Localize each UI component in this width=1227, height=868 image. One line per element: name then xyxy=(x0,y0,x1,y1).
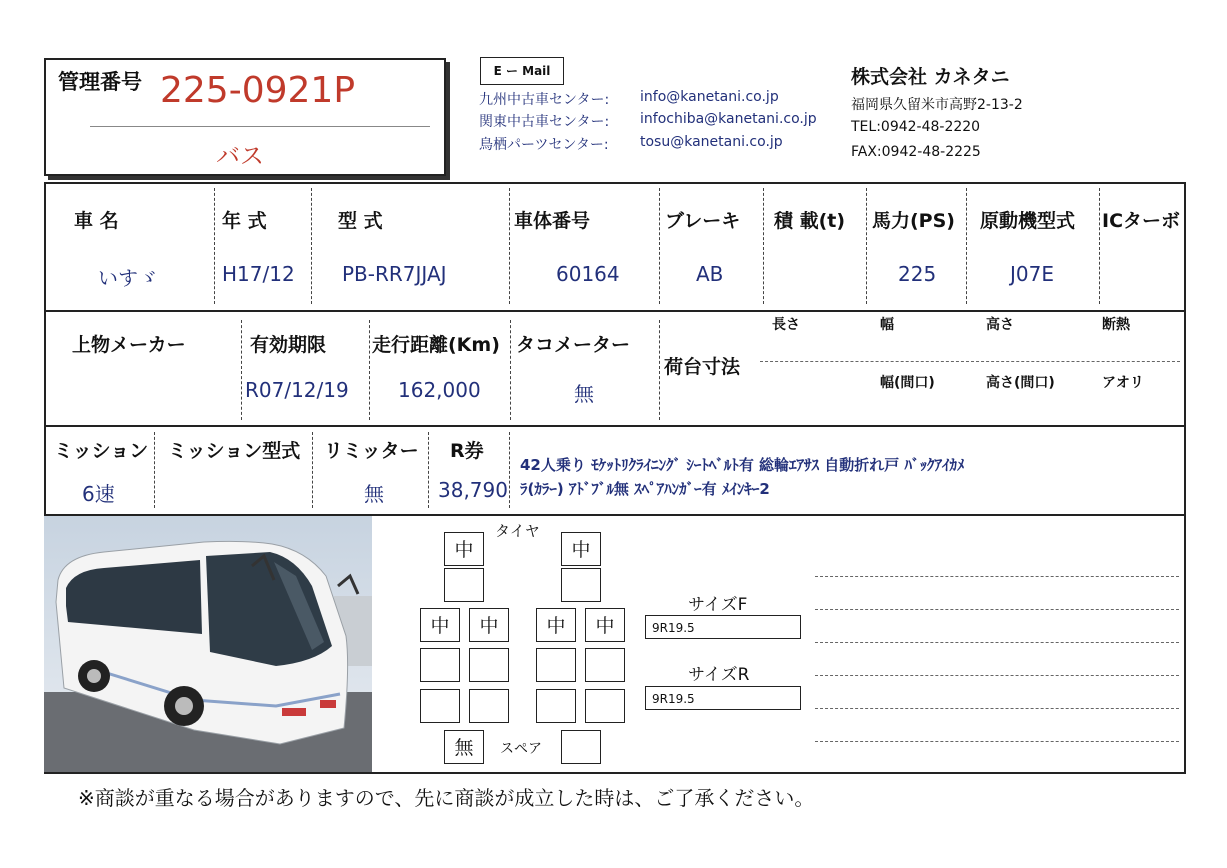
divider xyxy=(90,126,430,127)
bed-opening-width-label: 幅(間口) xyxy=(880,375,935,391)
tire-rear-1: 中 xyxy=(420,608,460,642)
bed-divider xyxy=(760,361,1180,362)
bed-width-label: 幅 xyxy=(880,317,894,333)
company-name: 株式会社 カネタニ xyxy=(851,66,1010,88)
contact-name: 関東中古車センター: xyxy=(479,114,610,130)
note-line xyxy=(815,642,1179,643)
tire-slot xyxy=(420,648,460,682)
header-tachometer: タコメーター xyxy=(516,334,631,356)
contact-email-link[interactable]: tosu@kanetani.co.jp xyxy=(640,134,783,150)
column-divider xyxy=(311,188,312,304)
notes-line-2: ﾗ(ｶﾗｰ) ｱﾄﾞﾌﾞﾙ無 ｽﾍﾟｱﾊﾝｶﾞｰ有 ﾒｲﾝｷｰ2 xyxy=(520,480,770,498)
column-divider xyxy=(510,320,511,420)
bed-length-label: 長さ xyxy=(772,317,800,333)
header-mileage: 走行距離(Km) xyxy=(372,334,500,356)
tire-front-right: 中 xyxy=(561,532,601,566)
bed-opening-height-label: 高さ(間口) xyxy=(986,375,1055,391)
tire-front-right-outer xyxy=(561,568,601,602)
company-tel: TEL:0942-48-2220 xyxy=(851,119,981,135)
contact-kyushu xyxy=(479,89,779,109)
spare-tire-label: スペア xyxy=(500,741,542,757)
contact-name: 鳥栖パーツセンター: xyxy=(479,137,609,153)
vehicle-type: バス xyxy=(216,142,264,170)
header-chassis: 車体番号 xyxy=(514,210,591,232)
size-front-label: サイズF xyxy=(688,595,748,615)
value-chassis: 60164 xyxy=(556,262,620,286)
tire-front-left-outer xyxy=(444,568,484,602)
tire-rear-4: 中 xyxy=(585,608,625,642)
note-line xyxy=(815,675,1179,676)
row-divider xyxy=(44,310,1186,312)
header-limiter: リミッター xyxy=(324,440,419,462)
tire-rear-2: 中 xyxy=(469,608,509,642)
value-recycle-ticket: 38,790 xyxy=(438,478,508,502)
company-address: 福岡県久留米市高野2-13-2 xyxy=(851,97,1023,113)
column-divider xyxy=(154,432,155,508)
bed-insulation-label: 断熱 xyxy=(1102,317,1130,333)
tire-section-title: タイヤ xyxy=(495,522,540,540)
column-divider xyxy=(509,188,510,304)
tire-slot xyxy=(420,689,460,723)
tire-rear-3: 中 xyxy=(536,608,576,642)
spare-tire-value: 無 xyxy=(444,730,484,764)
note-line xyxy=(815,708,1179,709)
tire-slot xyxy=(536,689,576,723)
column-divider xyxy=(659,188,660,304)
row-divider xyxy=(44,425,1186,427)
size-front-value: 9R19.5 xyxy=(645,615,801,639)
note-line xyxy=(815,576,1179,577)
management-number-label: 管理番号 xyxy=(58,70,142,94)
size-rear-label: サイズR xyxy=(688,665,750,685)
email-badge: E ー Mail xyxy=(480,57,564,85)
value-year: H17/12 xyxy=(222,262,295,286)
spare-tire-slot xyxy=(561,730,601,764)
tire-front-left: 中 xyxy=(444,532,484,566)
column-divider xyxy=(509,432,510,508)
value-limiter: 無 xyxy=(364,482,384,506)
header-brake: ブレーキ xyxy=(665,210,741,232)
tire-slot xyxy=(585,648,625,682)
column-divider xyxy=(763,188,764,304)
management-number: 225-0921P xyxy=(160,70,356,111)
value-mission: 6速 xyxy=(82,482,115,506)
notes-line-1: 42人乗り ﾓｹｯﾄﾘｸﾗｲﾆﾝｸﾞ ｼｰﾄﾍﾞﾙﾄ有 総輪ｴｱｻｽ 自動折れ戸 ﾊﾞｯｸｱｲｶﾒ xyxy=(520,456,965,474)
header-mission-type: ミッション型式 xyxy=(168,440,301,462)
bed-side-panel-label: アオリ xyxy=(1102,375,1144,391)
header-turbo: ICターボ xyxy=(1102,210,1181,232)
header-mission: ミッション xyxy=(54,440,149,462)
header-bed-dimensions: 荷台寸法 xyxy=(664,356,741,378)
contact-name: 九州中古車センター: xyxy=(479,92,610,108)
value-model: PB-RR7JJAJ xyxy=(342,262,447,286)
value-engine: J07E xyxy=(1010,262,1054,286)
column-divider xyxy=(659,320,660,420)
header-maker: 車 名 xyxy=(74,210,119,232)
tire-slot xyxy=(585,689,625,723)
column-divider xyxy=(428,432,429,508)
header-engine: 原動機型式 xyxy=(980,210,1076,232)
tire-slot xyxy=(469,689,509,723)
bed-height-label: 高さ xyxy=(986,317,1014,333)
value-mileage: 162,000 xyxy=(398,378,481,402)
column-divider xyxy=(966,188,967,304)
header-body-maker: 上物メーカー xyxy=(72,334,186,356)
contact-kanto xyxy=(479,111,817,131)
value-tachometer: 無 xyxy=(574,382,594,406)
note-line xyxy=(815,741,1179,742)
footer-note: ※商談が重なる場合がありますので、先に商談が成立した時は、ご了承ください。 xyxy=(78,786,815,810)
contact-email-link[interactable]: infochiba@kanetani.co.jp xyxy=(640,111,817,127)
column-divider xyxy=(241,320,242,420)
column-divider xyxy=(1099,188,1100,304)
bus-photo xyxy=(44,516,372,772)
header-expiry: 有効期限 xyxy=(250,334,327,356)
column-divider xyxy=(369,320,370,420)
value-brake: AB xyxy=(696,262,724,286)
header-recycle-ticket: R券 xyxy=(450,440,484,462)
bus-image xyxy=(44,516,372,772)
header-load: 積 載(t) xyxy=(774,210,846,232)
value-power: 225 xyxy=(898,262,937,286)
tire-slot xyxy=(469,648,509,682)
value-expiry: R07/12/19 xyxy=(245,378,349,402)
column-divider xyxy=(312,432,313,508)
size-rear-value: 9R19.5 xyxy=(645,686,801,710)
value-maker: いすゞ xyxy=(98,266,158,290)
company-fax: FAX:0942-48-2225 xyxy=(851,144,981,160)
column-divider xyxy=(866,188,867,304)
tire-slot xyxy=(536,648,576,682)
header-year: 年 式 xyxy=(222,210,267,232)
note-line xyxy=(815,609,1179,610)
contact-email-link[interactable]: info@kanetani.co.jp xyxy=(640,89,779,105)
header-power: 馬力(PS) xyxy=(872,210,955,232)
header-model: 型 式 xyxy=(338,210,383,232)
column-divider xyxy=(214,188,215,304)
contact-tosu xyxy=(479,134,783,154)
